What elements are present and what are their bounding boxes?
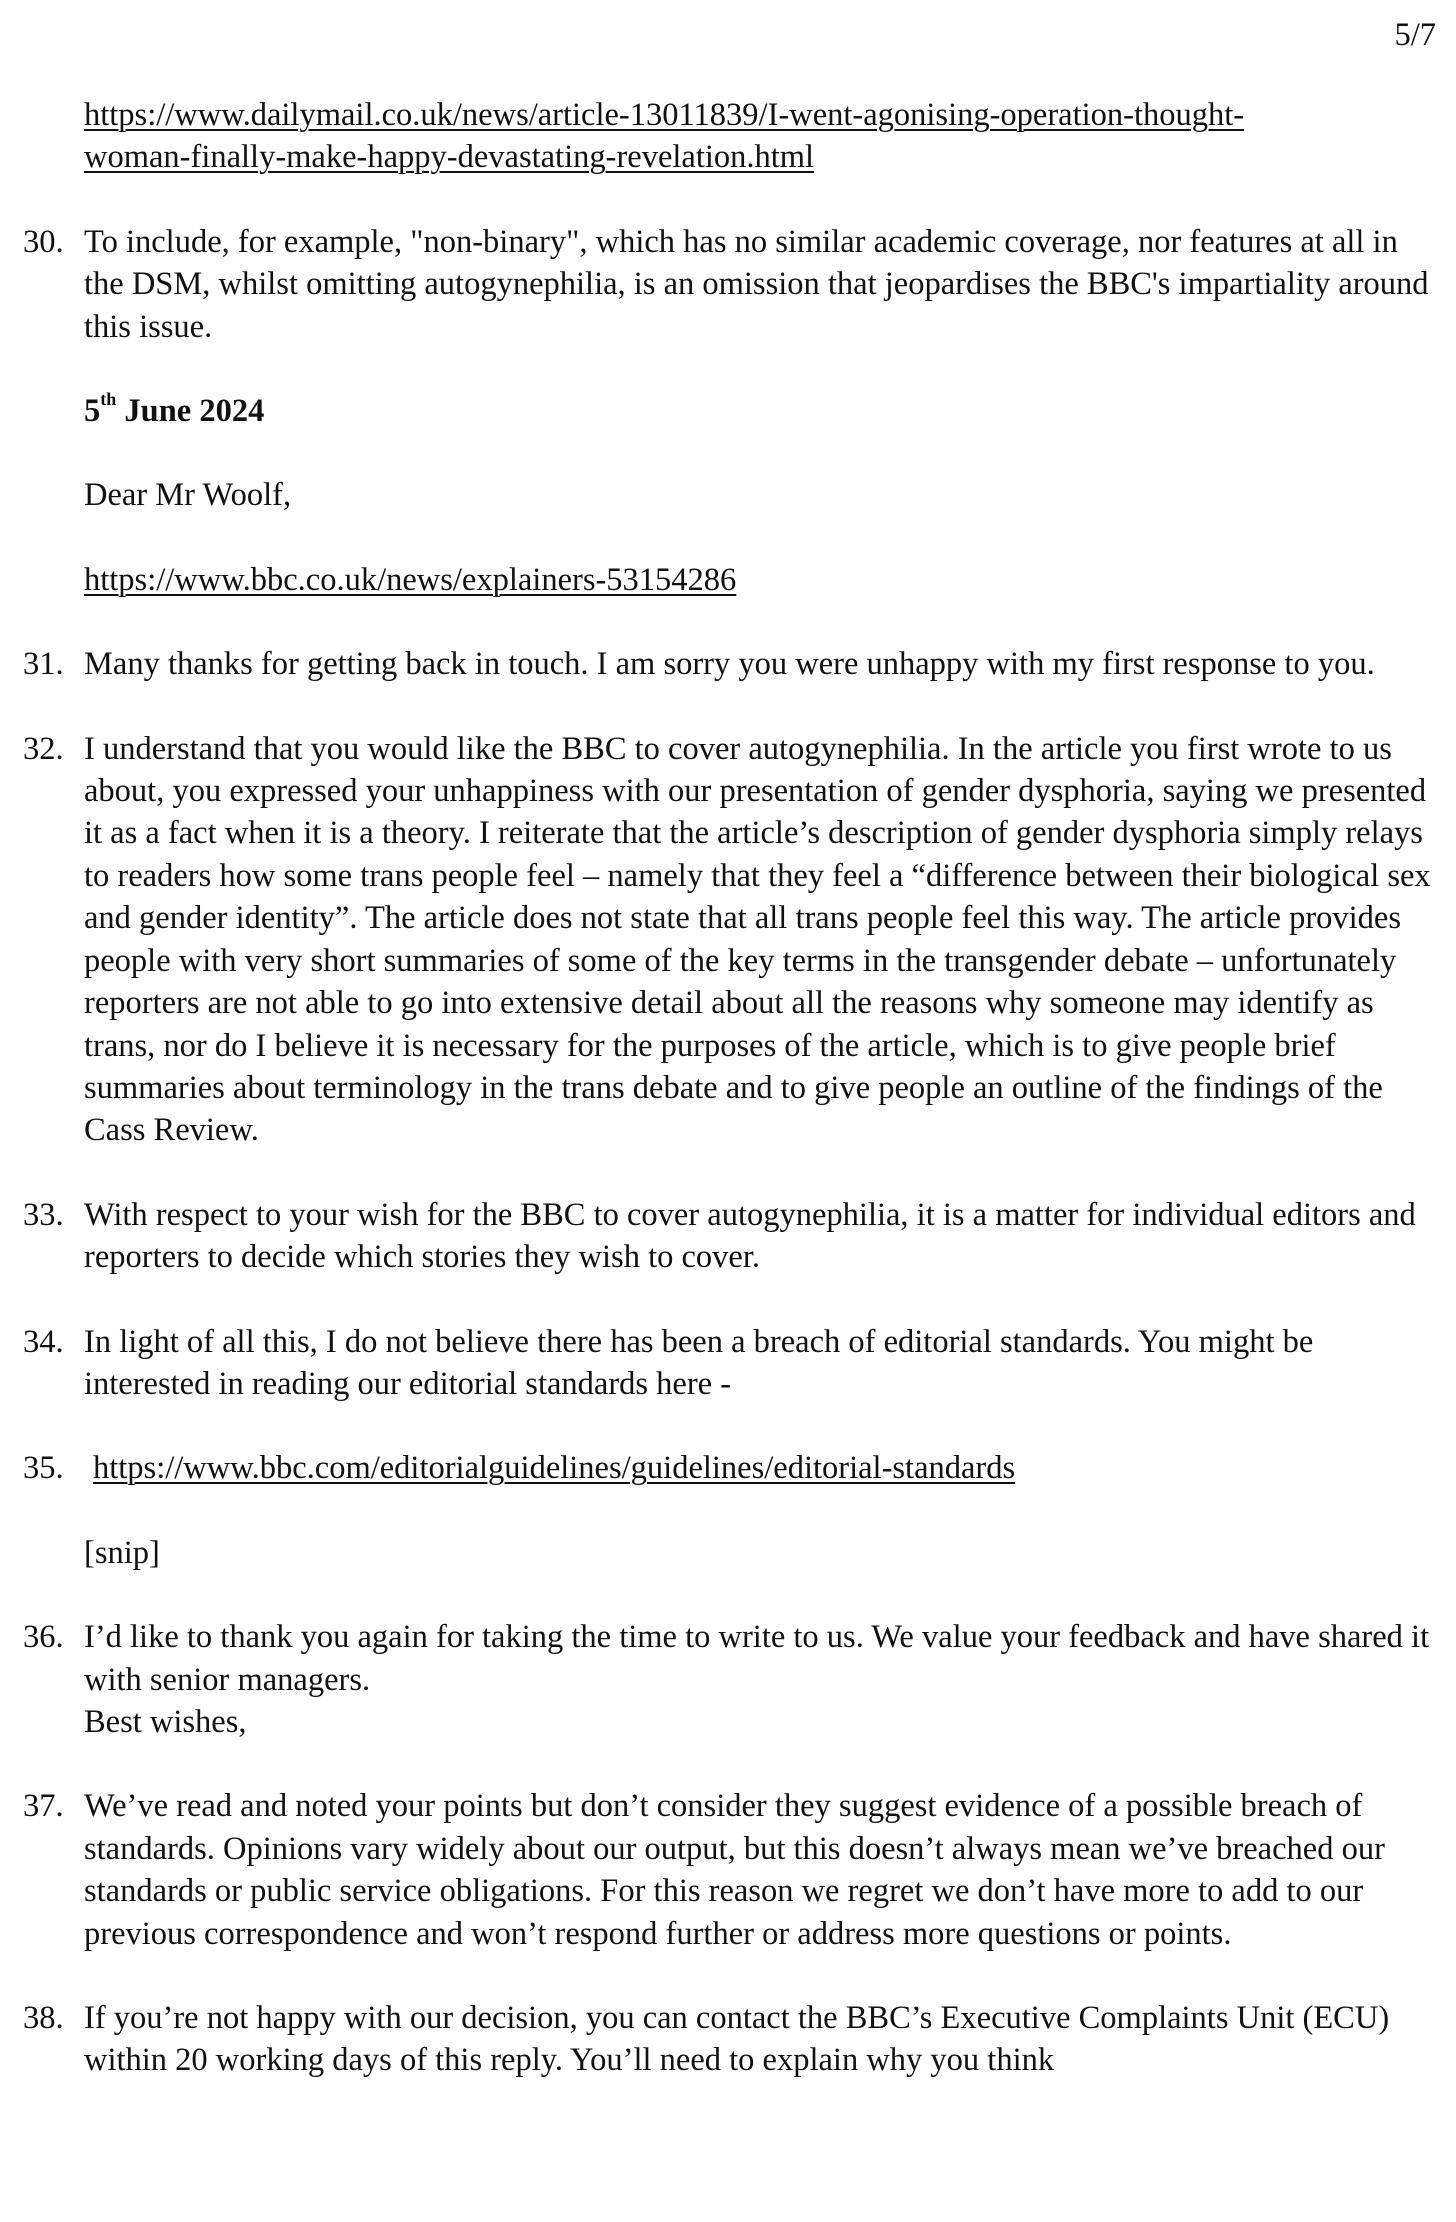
page-number: 5/7: [1394, 17, 1436, 53]
paragraph-number: 32.: [23, 730, 64, 767]
letter-date: [84, 390, 1436, 432]
paragraph-number: 30.: [23, 223, 64, 260]
paragraph-36: [23, 1616, 1436, 1743]
paragraph-text: We’ve read and noted your points but don’t consider they suggest evidence of a possible breach of standards. Opinions vary widely about our output, but this doesn’t always mean we’ve breached our standards or public service obligations. For this reason we regret we don’t have more to add to our previous correspondence and won’t respond further or address more questions or points.: [84, 1788, 1385, 1952]
paragraph-31: [23, 643, 1436, 685]
paragraph-text: I understand that you would like the BBC to cover autogynephilia. In the article you first wrote to us about, you expressed your unhappiness with our presentation of gender dysphoria, saying we presented it as a fact when it is a theory. I reiterate that the article’s description of gender dysphoria simply relays to readers how some trans people feel – namely that they feel a “difference between their biological sex and gender identity”. The article does not state that all trans people feel this way. The article provides people with very short summaries of some of the key terms in the transgender debate – unfortunately reporters are not able to go into extensive detail about all the reasons why someone may identify as trans, nor do I believe it is necessary for the purposes of the article, which is to give people brief summaries about terminology in the trans debate and to give people an outline of the findings of the Cass Review.: [84, 730, 1431, 1149]
paragraph-number: 35.: [23, 1450, 64, 1487]
document-body: [23, 94, 1436, 2124]
daily-mail-link-line2: woman-finally-make-happy-devastating-revelation.html: [84, 139, 815, 176]
date-rest: June 2024: [116, 393, 265, 430]
paragraph-text: With respect to your wish for the BBC to cover autogynephilia, it is a matter for individual editors and reporters to decide which stories they wish to cover.: [84, 1196, 1416, 1276]
paragraph-38: [23, 1997, 1436, 2082]
date-day: 5: [84, 393, 101, 430]
date-suffix: th: [100, 389, 117, 410]
paragraph-35: [23, 1447, 1436, 1489]
daily-mail-link-line1: https://www.dailymail.co.uk/news/article-13011839/I-went-agonising-operation-thought-: [84, 97, 1245, 133]
daily-mail-link-block: [84, 94, 1436, 179]
sign-off: Best wishes,: [84, 1703, 247, 1740]
editorial-standards-link[interactable]: https://www.bbc.com/editorialguidelines/guidelines/editorial-standards: [93, 1450, 1016, 1487]
paragraph-number: 38.: [23, 2000, 64, 2036]
bbc-explainer-link[interactable]: https://www.bbc.co.uk/news/explainers-53154286: [84, 561, 737, 598]
salutation: Dear Mr Woolf,: [84, 477, 292, 514]
paragraph-number: 36.: [23, 1619, 64, 1656]
paragraph-34: [23, 1321, 1436, 1406]
paragraph-30: [23, 221, 1436, 348]
paragraph-text: To include, for example, "non-binary", which has no similar academic coverage, nor features at all in the DSM, whilst omitting autogynephilia, is an omission that jeopardises the BBC's impartiality around this issue.: [84, 223, 1429, 345]
daily-mail-link[interactable]: [84, 97, 1244, 175]
paragraph-text: Many thanks for getting back in touch. I am sorry you were unhappy with my first response to you.: [84, 646, 1375, 683]
snip-marker: [snip]: [84, 1534, 160, 1571]
paragraph-number: 37.: [23, 1788, 64, 1825]
paragraph-text: In light of all this, I do not believe there has been a breach of editorial standards. You might be interested in reading our editorial standards here -: [84, 1323, 1314, 1402]
paragraph-32: [23, 728, 1436, 1152]
paragraph-text: If you’re not happy with our decision, you can contact the BBC’s Executive Complaints Unit (ECU) within 20 working days of this reply. You’ll need to explain why you think: [84, 2000, 1390, 2079]
bbc-explainer-link-block: [84, 559, 1436, 601]
paragraph-37: [23, 1785, 1436, 1955]
paragraph-33: [23, 1194, 1436, 1279]
paragraph-number: 31.: [23, 646, 64, 683]
paragraph-number: 33.: [23, 1196, 64, 1233]
paragraph-text: I’d like to thank you again for taking the time to write to us. We value your feedback and have shared it with senior managers.: [84, 1619, 1430, 1698]
paragraph-number: 34.: [23, 1323, 64, 1360]
